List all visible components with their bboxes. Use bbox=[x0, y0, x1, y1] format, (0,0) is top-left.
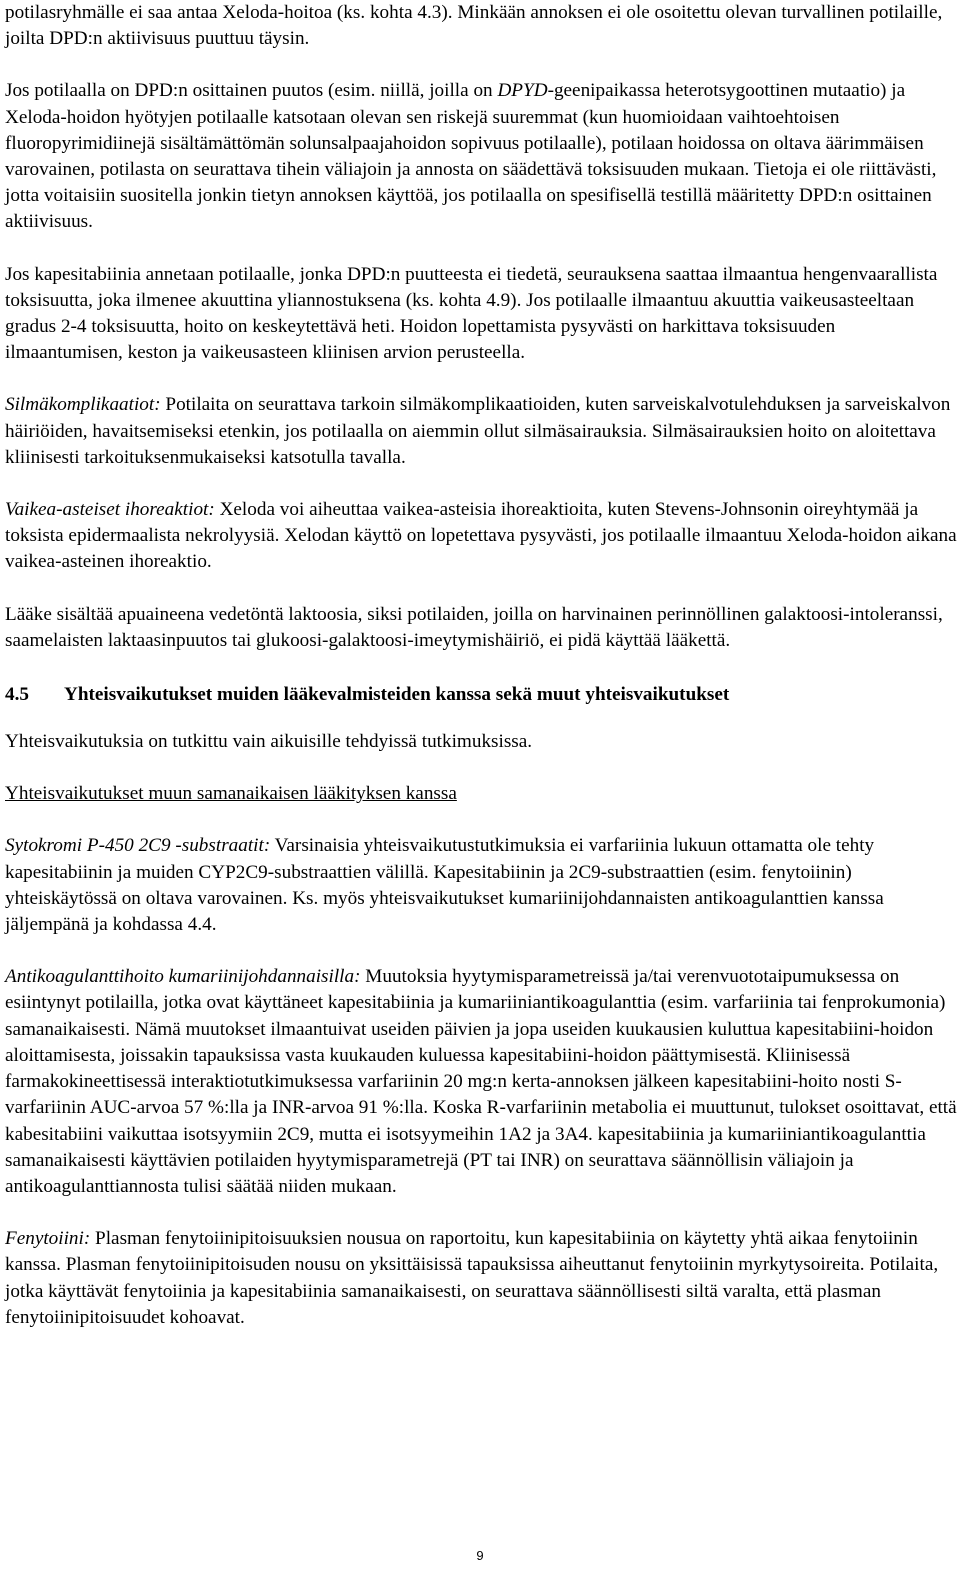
paragraph-interaction-studies: Yhteisvaikutuksia on tutkittu vain aikuisille tehdyissä tutkimuksissa. bbox=[5, 731, 533, 753]
paragraph-dpd-partial-text-2: -geenipaikassa heterotsygoottinen mutaatio) ja Xeloda-hoidon hyötyjen potilaalle katsotaan olevan sen riskejä suuremmat (kun huomioidaan vaihtoehtoisen fluoropyrimidiinejä sisältämättömän solunsalpaajahoidon sopivuus potilaalle), potilaan hoidossa on oltava äärimmäisen varovainen, potilasta on seurattava tihein väliajoin ja annosta on säädettävä toksisuuden mukaan. Tietoja ei ole riittävästi, jotta voitaisiin suositella jonkin tietyn annoksen käyttöä, jos potilaalla on spesifisellä testillä määritetty DPD:n osittainen aktiivisuus. bbox=[5, 80, 937, 233]
cyp2c9-text: Varsinaisia yhteisvaikutustutkimuksia ei varfariinia lukuun ottamatta ole tehty kapesitabiinin ja muiden CYP2C9-substraattien välillä. Kapesitabiinin ja 2C9-substraattien (esim. fenytoiinin) yhteiskäytössä on oltava varovainen. Ks. myös yhteisvaikutukset kumariinijohdannaisten antikoagulanttien kanssa jäljempänä ja kohdassa 4.4. bbox=[5, 835, 884, 936]
paragraph-dpd-unknown: Jos kapesitabiinia annetaan potilaalle, jonka DPD:n puutteesta ei tiedetä, seurauksena saattaa ilmaantua hengenvaarallista toksisuutta, joka ilmenee akuuttina yliannostuksena (ks. kohta 4.9). Jos potilaalle ilmaantuu akuuttia vaikeusasteeltaan gradus 2-4 toksisuutta, hoito on keskeytettävä heti. Hoidon lopettamista pysyvästi on harkittava toksisuuden ilmaantumisen, keston ja vaikeusasteen kliinisen arvion perusteella. bbox=[5, 263, 938, 364]
paragraph-skin-reactions bbox=[5, 497, 957, 576]
paragraph-eye-complications bbox=[5, 392, 957, 471]
page-number: 9 bbox=[476, 1548, 484, 1563]
paragraph-dpd-partial bbox=[5, 78, 957, 235]
paragraph-dpd-partial-text-1: Jos potilaalla on DPD:n osittainen puutos (esim. niillä, joilla on bbox=[5, 80, 498, 102]
paragraph-lactose: Lääke sisältää apuaineena vedetöntä laktoosia, siksi potilaiden, joilla on harvinainen perinnöllinen galaktoosi-intoleranssi, saamelaisten laktaasinpuutos tai glukoosi-galaktoosi-imeytymishäiriö, ei pidä käyttää lääkettä. bbox=[5, 603, 943, 651]
document-page bbox=[5, 0, 957, 1331]
cyp2c9-label: Sytokromi P-450 2C9 -substraatit: bbox=[5, 835, 271, 857]
paragraph-dpd-absent: potilasryhmälle ei saa antaa Xeloda-hoitoa (ks. kohta 4.3). Minkään annoksen ei ole osoitettu olevan turvallinen potilaille, joilta DPD:n aktiivisuus puuttuu täysin. bbox=[5, 2, 943, 50]
skin-reactions-text: Xeloda voi aiheuttaa vaikea-asteisia ihoreaktioita, kuten Stevens-Johnsonin oireyhtymää ja toksista epidermaalista nekrolyysiä. Xelodan käyttö on lopetettava pysyvästi, jos potilaalle ilmaantuu Xeloda-hoidon aikana vaikea-asteinen ihoreaktio. bbox=[5, 499, 957, 573]
paragraph-phenytoin bbox=[5, 1226, 957, 1331]
section-title: Yhteisvaikutukset muiden lääkevalmisteiden kanssa sekä muut yhteisvaikutukset bbox=[64, 684, 730, 706]
subheading-concomitant-medication: Yhteisvaikutukset muun samanaikaisen lääkityksen kanssa bbox=[5, 783, 457, 805]
eye-complications-label: Silmäkomplikaatiot: bbox=[5, 394, 161, 416]
section-number: 4.5 bbox=[5, 684, 29, 706]
phenytoin-text: Plasman fenytoiinipitoisuuksien nousua on raportoitu, kun kapesitabiinia on käytetty yhtä aikaa fenytoiinin kanssa. Plasman fenytoiinipitoisuden nousu on yksittäisissä tapauksissa aiheuttanut fenytoiinin myrkytysoireita. Potilaita, jotka käyttävät fenytoiinia ja kapesitabiinia samanaikaisesti, on seurattava säännöllisesti siltä varalta, että plasman fenytoiinipitoisuudet kohoavat. bbox=[5, 1228, 939, 1328]
eye-complications-text: Potilaita on seurattava tarkoin silmäkomplikaatioiden, kuten sarveiskalvotulehduksen ja sarveiskalvon häiriöiden, havaitsemiseksi etenkin, jos potilaalla on aiemmin ollut silmäsairauksia. Silmäsairauksien hoito on aloitettava kliinisesti tarkoituksenmukaiseksi katsotulla tavalla. bbox=[5, 394, 951, 468]
phenytoin-label: Fenytoiini: bbox=[5, 1228, 91, 1250]
paragraph-cyp2c9 bbox=[5, 833, 957, 938]
gene-name-dpyd: DPYD bbox=[497, 80, 548, 102]
skin-reactions-label: Vaikea-asteiset ihoreaktiot: bbox=[5, 499, 215, 521]
paragraph-anticoagulants bbox=[5, 964, 957, 1200]
anticoagulants-text: Muutoksia hyytymisparametreissä ja/tai verenvuototaipumuksessa on esiintynyt potilailla, jotka ovat käyttäneet kapesitabiinia ja kumariiniantikoagulanttia (esim. varfariinia tai fenprokumonia) samanaikaisesti. Nämä muutokset ilmaantuivat useiden päivien ja jopa useiden kuukausien kuluttua kapesitabiini-hoidon aloittamisesta, joissakin tapauksissa vasta kuukauden kuluessa kapesitabiini-hoidon päättymisestä. Kliinisessä farmakokineettisessä interaktiotutkimuksessa varfariinin 20 mg:n kerta-annoksen jälkeen kapesitabiini-hoito nosti S-varfariinin AUC-arvoa 57 %:lla ja INR-arvoa 91 %:lla. Koska R-varfariinin metabolia ei muuttunut, tulokset osoittavat, että kabesitabiini vaikuttaa isotsyymiin 2C9, mutta ei isotsyymeihin 1A2 ja 3A4. kapesitabiinia ja kumariiniantikoagulanttia samanaikaisesti käyttävien potilaiden hyytymisparametrejä (PT tai INR) on seurattava säännöllisin väliajoin ja antikoagulanttiannosta tulisi säätää niiden mukaan. bbox=[5, 966, 957, 1197]
anticoagulants-label: Antikoagulanttihoito kumariinijohdannaisilla: bbox=[5, 966, 361, 988]
section-heading bbox=[5, 682, 957, 708]
